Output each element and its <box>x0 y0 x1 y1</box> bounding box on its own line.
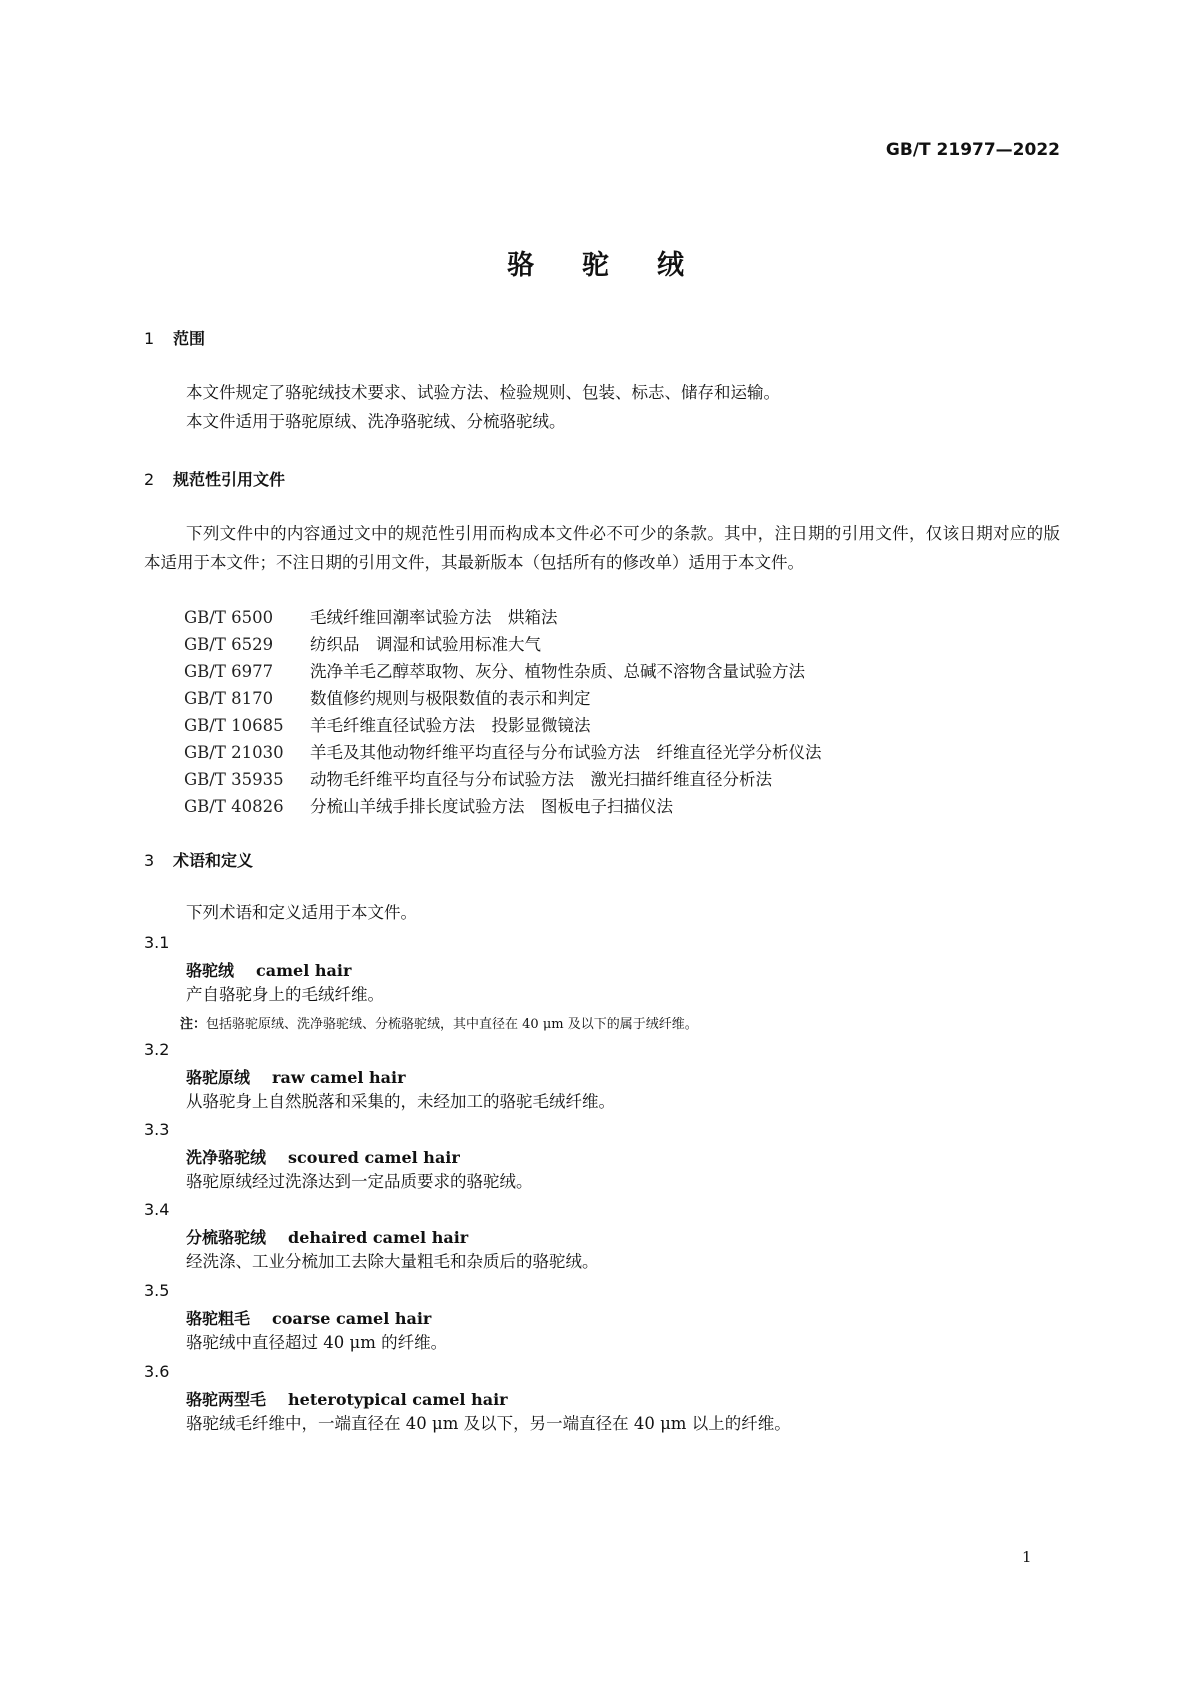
reference-title: 分梳山羊绒手排长度试验方法 图板电子扫描仪法 <box>310 797 673 816</box>
term-number: 3.5 <box>144 1281 170 1300</box>
term-heading <box>186 1306 431 1329</box>
reference-code: GB/T 21030 <box>184 743 284 762</box>
term-number: 3.6 <box>144 1362 170 1381</box>
term-zh: 骆驼绒 <box>186 961 235 980</box>
term-en: dehaired camel hair <box>288 1228 469 1247</box>
reference-code: GB/T 10685 <box>184 716 284 735</box>
section-2-heading <box>144 467 285 490</box>
term-en: coarse camel hair <box>272 1309 432 1328</box>
term-definition: 经洗涤、工业分梳加工去除大量粗毛和杂质后的骆驼绒。 <box>186 1252 599 1271</box>
reference-item <box>184 711 591 740</box>
term-heading <box>186 1145 460 1168</box>
term-en: raw camel hair <box>272 1068 406 1087</box>
note-label: 注： <box>180 1017 207 1032</box>
reference-title: 纺织品 调湿和试验用标准大气 <box>310 635 541 654</box>
reference-item <box>184 738 822 767</box>
section-1-heading <box>144 326 205 349</box>
reference-item <box>184 684 591 713</box>
paragraph: 下列术语和定义适用于本文件。 <box>186 903 417 922</box>
term-number: 3.4 <box>144 1200 170 1219</box>
reference-title: 羊毛纤维直径试验方法 投影显微镜法 <box>310 716 591 735</box>
section-number: 3 <box>144 851 155 870</box>
reference-item <box>184 657 805 686</box>
reference-code: GB/T 6500 <box>184 608 274 627</box>
section-title: 规范性引用文件 <box>173 470 286 489</box>
paragraph: 本文件规定了骆驼绒技术要求、试验方法、检验规则、包装、标志、储存和运输。 <box>186 383 780 402</box>
reference-item <box>184 792 673 821</box>
term-definition: 骆驼绒毛纤维中，一端直径在 40 μm 及以下，另一端直径在 40 μm 以上的纤维。 <box>186 1414 791 1433</box>
reference-title: 数值修约规则与极限数值的表示和判定 <box>310 689 591 708</box>
term-zh: 骆驼粗毛 <box>186 1309 251 1328</box>
section-number: 2 <box>144 470 155 489</box>
term-heading <box>186 1225 468 1248</box>
term-note <box>180 1013 698 1032</box>
term-en: scoured camel hair <box>288 1148 460 1167</box>
reference-item <box>184 765 772 794</box>
section-title: 术语和定义 <box>173 851 254 870</box>
paragraph: 本文件适用于骆驼原绒、洗净骆驼绒、分梳骆驼绒。 <box>186 412 566 431</box>
page-number: 1 <box>1022 1548 1032 1566</box>
reference-code: GB/T 6529 <box>184 635 274 654</box>
term-number: 3.2 <box>144 1040 170 1059</box>
paragraph: 下列文件中的内容通过文中的规范性引用而构成本文件必不可少的条款。其中，注日期的引用文件，仅该日期对应的版本适用于本文件；不注日期的引用文件，其最新版本（包括所有的修改单）适用于本文件。 <box>144 524 1060 572</box>
section-title: 范围 <box>173 329 206 348</box>
term-heading <box>186 958 351 981</box>
term-zh: 骆驼原绒 <box>186 1068 251 1087</box>
reference-title: 动物毛纤维平均直径与分布试验方法 激光扫描纤维直径分析法 <box>310 770 772 789</box>
document-title: 骆驼绒 <box>507 250 732 281</box>
term-en: heterotypical camel hair <box>288 1390 508 1409</box>
term-zh: 洗净骆驼绒 <box>186 1148 267 1167</box>
term-definition: 骆驼绒中直径超过 40 μm 的纤维。 <box>186 1333 448 1352</box>
term-heading <box>186 1387 508 1410</box>
term-definition: 从骆驼身上自然脱落和采集的，未经加工的骆驼毛绒纤维。 <box>186 1092 615 1111</box>
reference-item <box>184 630 541 659</box>
reference-code: GB/T 8170 <box>184 689 274 708</box>
term-number: 3.3 <box>144 1120 170 1139</box>
term-zh: 骆驼两型毛 <box>186 1390 267 1409</box>
reference-title: 洗净羊毛乙醇萃取物、灰分、植物性杂质、总碱不溶物含量试验方法 <box>310 662 805 681</box>
section-3-heading <box>144 848 253 871</box>
section-number: 1 <box>144 329 155 348</box>
term-en: camel hair <box>256 961 352 980</box>
reference-item <box>184 603 558 632</box>
term-definition: 产自骆驼身上的毛绒纤维。 <box>186 985 384 1004</box>
term-number: 3.1 <box>144 933 170 952</box>
reference-code: GB/T 35935 <box>184 770 284 789</box>
reference-code: GB/T 6977 <box>184 662 274 681</box>
standard-number: GB/T 21977—2022 <box>885 140 1060 160</box>
term-heading <box>186 1065 406 1088</box>
term-definition: 骆驼原绒经过洗涤达到一定品质要求的骆驼绒。 <box>186 1172 533 1191</box>
reference-title: 毛绒纤维回潮率试验方法 烘箱法 <box>310 608 558 627</box>
term-zh: 分梳骆驼绒 <box>186 1228 267 1247</box>
reference-code: GB/T 40826 <box>184 797 284 816</box>
note-text: 包括骆驼原绒、洗净骆驼绒、分梳骆驼绒，其中直径在 40 μm 及以下的属于绒纤维。 <box>206 1017 698 1032</box>
reference-title: 羊毛及其他动物纤维平均直径与分布试验方法 纤维直径光学分析仪法 <box>310 743 822 762</box>
